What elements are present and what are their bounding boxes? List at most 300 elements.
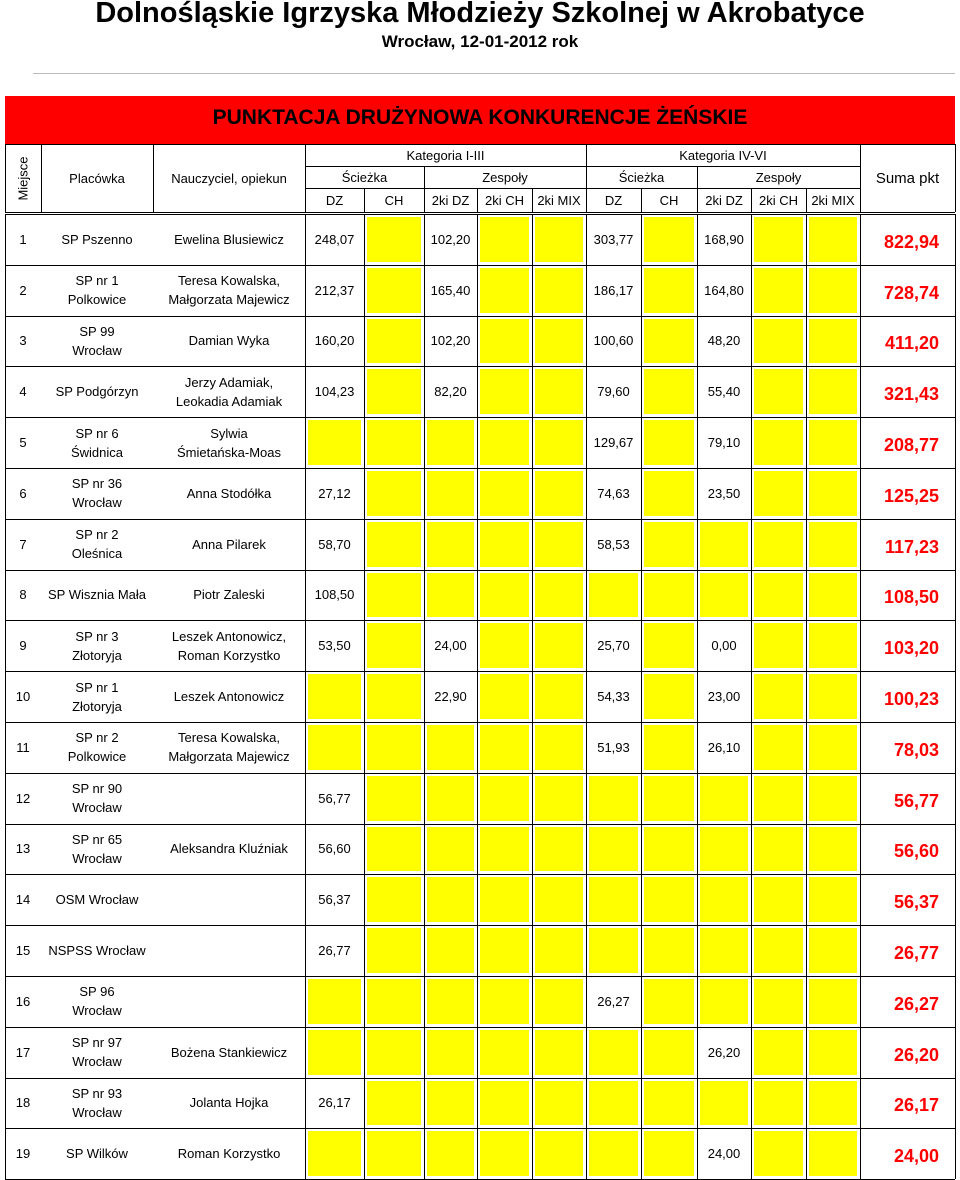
grid-line xyxy=(424,214,425,1179)
place-number: 12 xyxy=(15,790,31,806)
grid-line xyxy=(806,214,807,1179)
place-number: 1 xyxy=(19,231,27,247)
score-cell xyxy=(641,824,697,875)
score-cell: 102,20 xyxy=(430,231,471,247)
header-kategoria-1: Kategoria I-III xyxy=(406,147,485,163)
score-cell xyxy=(586,824,641,875)
school-name: SP nr 97 Wrocław xyxy=(71,1035,123,1070)
school-name: SP nr 90 Wrocław xyxy=(71,781,123,816)
score-cell xyxy=(532,366,586,417)
score-cell xyxy=(641,570,697,621)
score-cell xyxy=(532,265,586,316)
score-cell xyxy=(806,824,860,875)
score-cell xyxy=(305,671,364,722)
score-cell xyxy=(806,773,860,824)
score-cell xyxy=(806,722,860,773)
score-cell xyxy=(364,1027,424,1078)
score-cell xyxy=(364,824,424,875)
school-name: SP Pszenno xyxy=(61,231,133,247)
score-cell: 54,33 xyxy=(597,689,630,705)
header-miejsce xyxy=(5,144,41,212)
score-cell xyxy=(586,570,641,621)
school-name: SP nr 1 Złotoryja xyxy=(72,679,122,714)
grid-line xyxy=(955,214,956,1179)
score-cell xyxy=(641,1128,697,1179)
header-sciezka-2: Ścieżka xyxy=(618,169,665,185)
teacher-name xyxy=(153,925,305,976)
score-cell xyxy=(697,773,751,824)
score-cell xyxy=(364,620,424,671)
score-cell xyxy=(751,417,806,468)
score-cell: 248,07 xyxy=(314,231,355,247)
score-cell xyxy=(751,214,806,265)
grid-line xyxy=(751,214,752,1179)
score-cell xyxy=(532,1027,586,1078)
score-cell xyxy=(641,722,697,773)
score-cell xyxy=(751,874,806,925)
score-cell xyxy=(532,468,586,519)
total-points: 26,20 xyxy=(893,1044,939,1065)
place-number: 5 xyxy=(19,435,27,451)
grid-line xyxy=(477,214,478,1179)
score-cell xyxy=(806,620,860,671)
score-cell xyxy=(806,925,860,976)
score-cell xyxy=(477,824,532,875)
school-name: SP nr 36 Wrocław xyxy=(71,476,123,511)
place-number: 15 xyxy=(15,943,31,959)
score-cell xyxy=(751,316,806,367)
place-number: 19 xyxy=(15,1146,31,1162)
score-cell xyxy=(751,366,806,417)
header-placowka: Placówka xyxy=(69,170,125,186)
score-cell xyxy=(477,620,532,671)
score-cell xyxy=(477,468,532,519)
score-cell xyxy=(641,874,697,925)
score-cell xyxy=(751,620,806,671)
score-cell xyxy=(477,671,532,722)
score-cell xyxy=(806,976,860,1027)
teacher-name: Jolanta Hojka xyxy=(189,1095,269,1111)
header-zespoly-2: Zespoły xyxy=(755,169,802,185)
score-cell xyxy=(532,671,586,722)
score-cell: 27,12 xyxy=(318,485,351,501)
score-cell xyxy=(641,620,697,671)
teacher-name: Leszek Antonowicz, Roman Korzystko xyxy=(171,628,287,663)
place-number: 13 xyxy=(15,841,31,857)
score-cell: 165,40 xyxy=(430,282,471,298)
score-cell xyxy=(751,925,806,976)
grid-line xyxy=(5,212,955,213)
grid-line xyxy=(5,214,6,1179)
divider xyxy=(33,73,955,74)
score-cell xyxy=(364,519,424,570)
score-cell: 303,77 xyxy=(593,231,634,247)
score-cell: 74,63 xyxy=(597,485,630,501)
school-name: SP Wisznia Mała xyxy=(47,587,146,603)
score-cell: 25,70 xyxy=(597,638,630,654)
score-cell xyxy=(532,316,586,367)
score-cell xyxy=(806,468,860,519)
header-kategoria-2: Kategoria IV-VI xyxy=(679,147,767,163)
score-cell xyxy=(751,468,806,519)
score-cell xyxy=(641,1027,697,1078)
score-cell xyxy=(751,976,806,1027)
place-number: 14 xyxy=(15,892,31,908)
score-cell: 48,20 xyxy=(707,333,741,349)
school-name: SP Wilków xyxy=(66,1146,128,1162)
score-cell xyxy=(697,1078,751,1129)
total-points: 78,03 xyxy=(893,739,939,760)
score-cell xyxy=(532,214,586,265)
score-cell xyxy=(477,722,532,773)
score-cell xyxy=(586,1027,641,1078)
place-number: 9 xyxy=(19,638,27,654)
score-cell xyxy=(641,773,697,824)
score-cell xyxy=(424,468,477,519)
score-cell: 24,00 xyxy=(707,1146,741,1162)
header-sub-7: 2ki DZ xyxy=(705,192,743,208)
grid-line xyxy=(697,214,698,1179)
score-cell xyxy=(641,671,697,722)
place-number: 3 xyxy=(19,333,27,349)
score-cell xyxy=(424,824,477,875)
place-number: 4 xyxy=(19,384,27,400)
total-points: 26,17 xyxy=(893,1095,939,1116)
score-cell: 51,93 xyxy=(597,739,630,755)
score-cell xyxy=(477,1128,532,1179)
score-cell xyxy=(364,925,424,976)
school-name: SP nr 1 Polkowice xyxy=(67,273,127,308)
teacher-name: Roman Korzystko xyxy=(177,1146,281,1162)
score-cell xyxy=(477,265,532,316)
score-cell xyxy=(806,1128,860,1179)
score-cell: 82,20 xyxy=(434,384,467,400)
score-cell xyxy=(641,976,697,1027)
score-cell: 22,90 xyxy=(434,689,467,705)
score-cell xyxy=(697,570,751,621)
score-cell xyxy=(586,874,641,925)
score-cell xyxy=(806,874,860,925)
score-cell xyxy=(364,976,424,1027)
total-points: 411,20 xyxy=(884,333,939,354)
score-cell xyxy=(477,874,532,925)
score-cell xyxy=(477,316,532,367)
school-name: OSM Wrocław xyxy=(55,892,139,908)
score-cell: 58,70 xyxy=(318,536,351,552)
score-cell xyxy=(477,1027,532,1078)
score-cell: 24,00 xyxy=(434,638,467,654)
score-cell xyxy=(532,925,586,976)
score-cell xyxy=(806,366,860,417)
score-cell xyxy=(532,874,586,925)
total-points: 56,77 xyxy=(893,790,939,811)
total-points: 24,00 xyxy=(893,1146,939,1167)
score-cell xyxy=(641,214,697,265)
score-cell xyxy=(806,214,860,265)
teacher-name xyxy=(153,976,305,1027)
grid-line xyxy=(532,214,533,1179)
score-cell: 168,90 xyxy=(704,231,744,247)
grid-line xyxy=(364,214,365,1179)
score-cell xyxy=(697,519,751,570)
score-cell xyxy=(641,519,697,570)
score-cell xyxy=(424,519,477,570)
school-name: SP nr 3 Złotoryja xyxy=(72,628,122,663)
score-cell xyxy=(364,1128,424,1179)
grid-line xyxy=(641,214,642,1179)
score-cell: 56,60 xyxy=(318,841,351,857)
school-name: SP Podgórzyn xyxy=(55,384,139,400)
school-name: NSPSS Wrocław xyxy=(48,943,146,959)
score-cell: 26,27 xyxy=(597,993,630,1009)
total-points: 822,94 xyxy=(883,231,939,252)
score-cell: 0,00 xyxy=(711,638,737,654)
total-points: 321,43 xyxy=(883,384,939,405)
score-cell xyxy=(586,925,641,976)
score-cell xyxy=(477,417,532,468)
score-cell xyxy=(477,773,532,824)
school-name: SP 96 Wrocław xyxy=(72,984,122,1019)
score-cell xyxy=(532,417,586,468)
score-cell xyxy=(751,722,806,773)
section-title: PUNKTACJA DRUŻYNOWA KONKURENCJE ŻEŃSKIE xyxy=(212,106,748,129)
score-cell: 79,60 xyxy=(597,384,630,400)
school-name: SP nr 93 Wrocław xyxy=(71,1085,123,1120)
score-cell xyxy=(586,1128,641,1179)
score-cell xyxy=(751,570,806,621)
score-cell: 160,20 xyxy=(314,333,355,349)
score-cell xyxy=(806,671,860,722)
score-cell xyxy=(424,976,477,1027)
score-cell: 129,67 xyxy=(593,435,634,451)
score-cell xyxy=(641,366,697,417)
score-cell xyxy=(305,1027,364,1078)
score-cell xyxy=(751,1078,806,1129)
score-cell xyxy=(697,976,751,1027)
place-number: 16 xyxy=(15,993,31,1009)
score-cell xyxy=(364,671,424,722)
score-cell xyxy=(532,570,586,621)
score-cell xyxy=(806,265,860,316)
score-cell: 23,50 xyxy=(707,485,741,501)
score-cell xyxy=(641,265,697,316)
score-cell xyxy=(641,468,697,519)
teacher-name: Teresa Kowalska, Małgorzata Majewicz xyxy=(168,273,290,308)
header-sub-1: CH xyxy=(384,192,404,208)
teacher-name: Leszek Antonowicz xyxy=(173,689,285,705)
grid-line xyxy=(860,214,861,1179)
score-cell xyxy=(532,620,586,671)
teacher-name: Piotr Zaleski xyxy=(193,587,265,603)
total-points: 108,50 xyxy=(883,587,939,608)
score-cell xyxy=(424,925,477,976)
score-cell: 26,17 xyxy=(318,1095,351,1111)
score-cell xyxy=(424,1027,477,1078)
place-number: 11 xyxy=(16,739,30,755)
score-cell xyxy=(641,316,697,367)
score-cell xyxy=(424,570,477,621)
score-cell: 26,10 xyxy=(707,739,741,755)
teacher-name: Ewelina Blusiewicz xyxy=(174,231,284,247)
grid-line xyxy=(955,144,956,212)
teacher-name: Aleksandra Kluźniak xyxy=(170,841,288,857)
score-cell: 56,37 xyxy=(318,892,351,908)
teacher-name xyxy=(153,874,305,925)
score-cell: 108,50 xyxy=(314,587,355,603)
score-cell xyxy=(806,1078,860,1129)
score-cell: 58,53 xyxy=(597,536,630,552)
score-cell xyxy=(305,976,364,1027)
header-miejsce-label: Miejsce xyxy=(15,155,31,201)
teacher-name: Damian Wyka xyxy=(188,333,270,349)
total-points: 728,74 xyxy=(883,282,939,303)
score-cell: 23,00 xyxy=(707,689,741,705)
results-table xyxy=(5,144,955,1174)
score-cell: 186,17 xyxy=(593,282,634,298)
score-cell xyxy=(364,214,424,265)
total-points: 125,25 xyxy=(883,485,939,506)
score-cell xyxy=(532,773,586,824)
teacher-name xyxy=(153,773,305,824)
header-zespoly-1: Zespoły xyxy=(482,169,528,185)
score-cell: 164,80 xyxy=(704,282,744,298)
score-cell xyxy=(364,468,424,519)
score-cell xyxy=(532,1128,586,1179)
header-sub-5: DZ xyxy=(604,192,623,208)
score-cell xyxy=(305,1128,364,1179)
score-cell xyxy=(586,773,641,824)
score-cell: 100,60 xyxy=(593,333,634,349)
header-sub-9: 2ki MIX xyxy=(811,192,855,208)
school-name: SP nr 2 Oleśnica xyxy=(71,527,123,562)
header-sub-4: 2ki MIX xyxy=(537,192,581,208)
score-cell xyxy=(641,925,697,976)
score-cell xyxy=(364,773,424,824)
score-cell xyxy=(641,417,697,468)
total-points: 208,77 xyxy=(883,435,939,456)
score-cell xyxy=(424,773,477,824)
score-cell xyxy=(697,874,751,925)
page-title: Dolnośląskie Igrzyska Młodzieży Szkolnej w Akrobatyce xyxy=(95,0,865,29)
place-number: 17 xyxy=(15,1044,31,1060)
score-cell xyxy=(806,417,860,468)
score-cell xyxy=(751,671,806,722)
total-points: 56,60 xyxy=(893,841,939,862)
score-cell xyxy=(364,722,424,773)
total-points: 103,20 xyxy=(883,638,939,659)
score-cell xyxy=(697,925,751,976)
score-cell xyxy=(364,417,424,468)
score-cell xyxy=(477,214,532,265)
score-cell xyxy=(751,265,806,316)
teacher-name: Teresa Kowalska, Małgorzata Majewicz xyxy=(168,730,290,765)
score-cell xyxy=(477,1078,532,1129)
score-cell xyxy=(697,824,751,875)
place-number: 6 xyxy=(19,485,27,501)
header-sub-8: 2ki CH xyxy=(758,192,798,208)
total-points: 117,23 xyxy=(884,536,939,557)
school-name: SP nr 65 Wrocław xyxy=(71,831,123,866)
score-cell xyxy=(532,519,586,570)
score-cell xyxy=(532,824,586,875)
header-nauczyciel: Nauczyciel, opiekun xyxy=(171,170,287,186)
score-cell xyxy=(364,366,424,417)
score-cell: 212,37 xyxy=(314,282,355,298)
grid-line xyxy=(305,214,306,1179)
header-sub-0: DZ xyxy=(325,192,344,208)
score-cell xyxy=(424,874,477,925)
score-cell xyxy=(364,1078,424,1129)
score-cell xyxy=(532,976,586,1027)
score-cell xyxy=(751,824,806,875)
teacher-name: Sylwia Śmietańska-Moas xyxy=(176,425,282,460)
score-cell xyxy=(305,417,364,468)
header-sub-6: CH xyxy=(659,192,679,208)
score-cell xyxy=(751,1027,806,1078)
header-suma: Suma pkt xyxy=(875,169,940,187)
header-sciezka-1: Ścieżka xyxy=(341,169,388,185)
score-cell xyxy=(424,1128,477,1179)
place-number: 8 xyxy=(19,587,27,603)
score-cell: 79,10 xyxy=(707,435,741,451)
school-name: SP 99 Wrocław xyxy=(72,323,122,358)
score-cell xyxy=(364,265,424,316)
score-cell xyxy=(751,773,806,824)
score-cell xyxy=(532,722,586,773)
score-cell xyxy=(424,722,477,773)
place-number: 18 xyxy=(15,1095,31,1111)
score-cell xyxy=(477,976,532,1027)
score-cell xyxy=(364,570,424,621)
score-cell xyxy=(477,366,532,417)
teacher-name: Jerzy Adamiak, Leokadia Adamiak xyxy=(175,374,283,409)
score-cell: 26,20 xyxy=(707,1044,741,1060)
teacher-name: Anna Stodółka xyxy=(186,485,272,501)
score-cell xyxy=(532,1078,586,1129)
score-cell: 53,50 xyxy=(318,638,351,654)
score-cell xyxy=(641,1078,697,1129)
place-number: 10 xyxy=(15,689,31,705)
header-sub-2: 2ki DZ xyxy=(431,192,470,208)
score-cell xyxy=(477,570,532,621)
score-cell xyxy=(806,1027,860,1078)
teacher-name: Bożena Stankiewicz xyxy=(170,1044,288,1060)
page-subtitle: Wrocław, 12-01-2012 rok xyxy=(381,32,579,51)
score-cell xyxy=(305,722,364,773)
place-number: 2 xyxy=(19,282,27,298)
score-cell: 102,20 xyxy=(430,333,471,349)
score-cell: 26,77 xyxy=(318,943,351,959)
total-points: 26,27 xyxy=(893,993,939,1014)
score-cell xyxy=(364,874,424,925)
total-points: 56,37 xyxy=(893,892,939,913)
score-cell xyxy=(751,519,806,570)
score-cell xyxy=(806,519,860,570)
score-cell: 56,77 xyxy=(318,790,351,806)
score-cell xyxy=(424,417,477,468)
score-cell xyxy=(586,1078,641,1129)
score-cell xyxy=(477,925,532,976)
total-points: 26,77 xyxy=(893,943,939,964)
school-name: SP nr 6 Świdnica xyxy=(70,425,124,460)
school-name: SP nr 2 Polkowice xyxy=(67,730,127,765)
score-cell: 55,40 xyxy=(707,384,741,400)
header-sub-3: 2ki CH xyxy=(484,192,524,208)
score-cell xyxy=(806,570,860,621)
score-cell xyxy=(477,519,532,570)
teacher-name: Anna Pilarek xyxy=(192,536,266,552)
grid-line xyxy=(586,214,587,1179)
